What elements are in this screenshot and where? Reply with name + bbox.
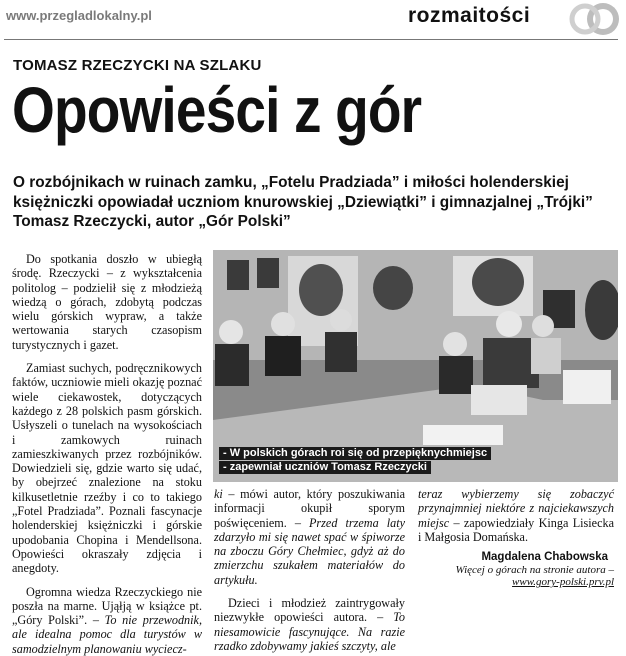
quote-text: – To niesamowicie fascynujące. Na razie rzadko zdobywamy jakieś szczyty, ale <box>214 610 405 653</box>
section-decoration-icon <box>565 2 623 36</box>
site-url[interactable]: www.przegladlokalny.pl <box>6 8 152 23</box>
article-title: Opowieści z gór <box>12 74 422 146</box>
quote-text: – To nie przewodnik, ale idealna pomoc dla turystów w samodzielnym planowaniu wyciecz- <box>12 613 202 656</box>
article-lead: O rozbójnikach w ruinach zamku, „Fotelu Pradziada” i miłości holenderskiej księżniczki opowiadał uczniom knurowskiej „Dziewiątki” i gimnazjalnej „Trójki” Tomasz Rzeczycki, autor „Gór Polski” <box>13 174 593 230</box>
paragraph: Zamiast suchych, podręcznikowych faktów, uczniowie mieli okazję poznać wiele ciekawostek, dotyczących każdego z 28 polskich pasm górskich. Usłyszeli o tunelach na wysokościach i zamkowych ruinach zamieszkiwanych przez rozbójników. Dowiedzieli się, gdzie warto się udać, by obejrzeć znalezione na stoku kilkusetletnie rzeźby i co to takiego „Fotel Pradziada”. Poznali fascynacje holenderskiej księżniczki i górskie upodobania Chopina i Mendellsona. Opowieści okraszały zdjęcia i anegdoty. <box>12 361 202 576</box>
paragraph-text: – zapowiedziały Kinga Lisiecka i Małgosia Domańska. <box>418 515 614 544</box>
quote-text: ki <box>214 487 223 501</box>
paragraph-text: Dzieci i młodzież zaintrygowały niezwykłe opowieści autora. <box>214 596 405 625</box>
quote-text: teraz wybierzemy się zobaczyć przynajmniej niektóre z najciekawszych miejsc <box>418 487 614 530</box>
photo-caption <box>219 447 491 475</box>
text-column-1 <box>12 252 202 656</box>
paragraph-text: – mówi autor, który poszukiwania informacji okupił sporym poświęceniem. <box>214 487 405 530</box>
paragraph <box>214 596 405 653</box>
text-column-3 <box>418 487 614 588</box>
website-note-text: Więcej o górach na stronie autora – <box>455 564 614 577</box>
caption-line: - W polskich górach roi się od przepięknychmiejsc <box>219 447 491 460</box>
header-rule <box>4 39 618 40</box>
paragraph <box>418 487 614 544</box>
text-column-2 <box>214 487 405 653</box>
paragraph <box>214 487 405 587</box>
article-author: Magdalena Chabowska <box>481 551 608 564</box>
author-website-note <box>418 564 614 588</box>
caption-line: - zapewniał uczniów Tomasz Rzeczycki <box>219 461 431 474</box>
paragraph: Do spotkania doszło w ubiegłą środę. Rzeczycki – z wykształcenia politolog – podzielił się z młodzieżą wiedzą o górach, zdobytą podczas wielu górskich wypraw, a także wertowania starych czasopism turystycznych i gazet. <box>12 252 202 352</box>
article-kicker: TOMASZ RZECZYCKI NA SZLAKU <box>13 57 262 74</box>
quote-text: – Przed trzema laty zdarzyło mi się nawet spać w śpiworze na zboczu Góry Chełmiec, gdyż aż do zmierzchu szukałem materiałów do artykułu. <box>214 515 405 587</box>
author-website-link[interactable]: www.gory-polski.prv.pl <box>512 576 614 589</box>
paragraph-text: Ogromna wiedza Rzeczyckiego nie poszła na marne. Ująłją w książce pt. „Góry Polski”. <box>12 584 202 628</box>
paragraph <box>12 585 202 656</box>
section-label: rozmaitości <box>408 4 531 27</box>
